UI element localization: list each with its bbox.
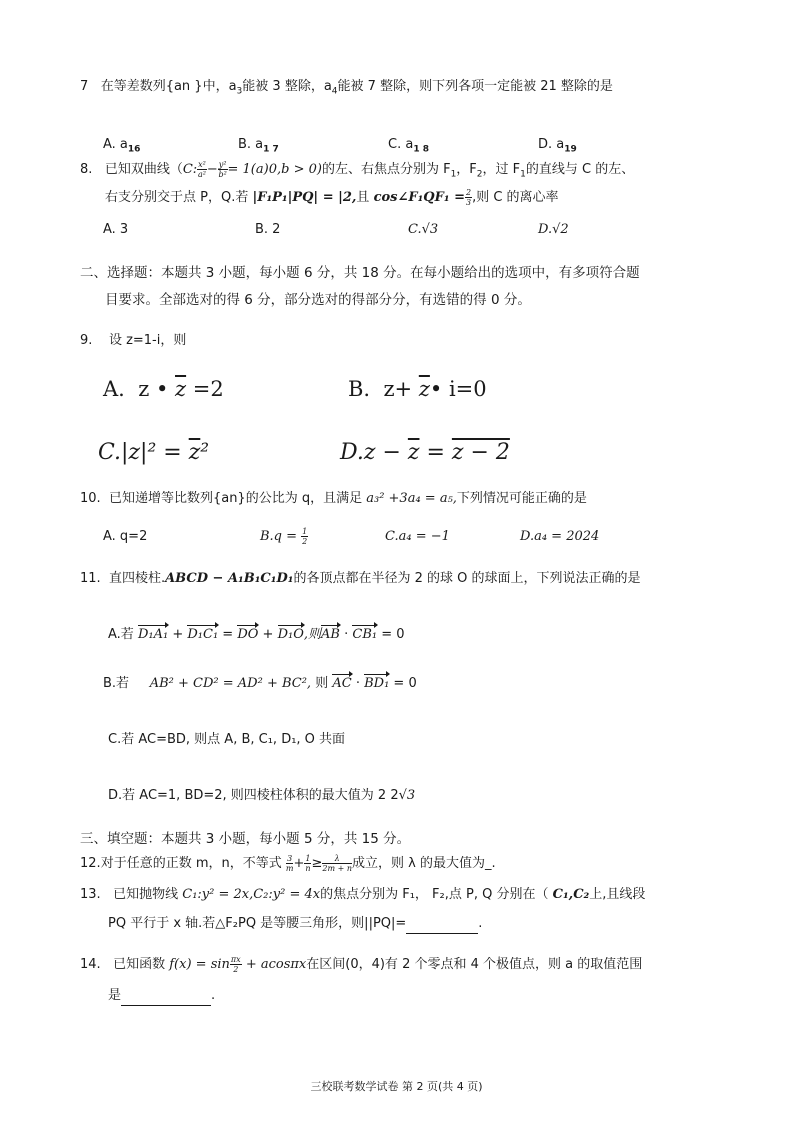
q10-option-b[interactable]: B.q = $\frac{1}{2}$	[260, 527, 308, 546]
question-number: 11.	[80, 571, 101, 586]
recurrence-formula: a₃² +3a₄ = a₅,	[366, 491, 457, 506]
q10-option-d[interactable]: D.a₄ = 2024	[520, 529, 600, 544]
answer-blank[interactable]	[121, 991, 211, 1006]
question-8: 8. 已知双曲线（C: $\frac{\text{x²}}{\text{a²}}$ − $\frac{\text{y²}}{\text{b²}}$ = 1(a)0,b > 0)的左、右焦点分别为 $F_1$，$F_2$，过 $F_1$的直线与 C 的左、	[80, 160, 635, 180]
fraction: $\frac{\lambda}{2m + n}$	[322, 854, 352, 873]
fraction: $\frac{1}{2}$	[302, 527, 308, 546]
question-text: 在等差数列{an }中，a	[100, 79, 237, 94]
q9-option-a[interactable]: A. z • $\overline{z} =2$	[103, 377, 224, 401]
section-2-heading: 二、选择题：本题共 3 小题，每小题 6 分，共 18 分。在每小题给出的选项中，有多项符合题	[80, 265, 640, 281]
question-number: 14.	[80, 957, 101, 972]
q8-option-a[interactable]: A. 3	[103, 222, 129, 237]
q11-option-c[interactable]: C.若 AC=BD, 则点 A, B, C₁, D₁, O 共面	[108, 732, 346, 747]
question-10: 10. 已知递增等比数列{an}的公比为 q，且满足 a₃² +3a₄ = a₅,下列情况可能正确的是	[80, 491, 587, 506]
q10-option-c[interactable]: C.a₄ = −1	[385, 529, 450, 544]
page-footer: 三校联考数学试卷 第 2 页(共 4 页)	[310, 1080, 483, 1093]
q13-line-2: PQ 平行于 x 轴.若△F₂PQ 是等腰三角形，则||PQ|= .	[108, 914, 482, 934]
q8-line-2: 右支分别交于点 P，Q.若 |F₁P₁|PQ| = |2,且 cos∠F₁QF₁ = $\frac{2}{3}$ ,则 C 的离心率	[105, 188, 559, 207]
q9-option-c[interactable]: $C.|z|^2 = \overline{z}^2$	[98, 440, 210, 465]
q8-option-d[interactable]: D.√2	[538, 222, 569, 237]
q9-option-d[interactable]: $D.z - \overline{z} = z - 2$	[340, 440, 510, 465]
question-12: 12.对于任意的正数 m，n，不等式 $\frac{3}{m}$ + $\frac{1}{n}$ ≥ $\frac{\lambda}{2m + n}$ 成立，则 λ 的最大值为_.	[80, 854, 496, 873]
q8-option-c[interactable]: C.√3	[408, 222, 439, 237]
question-number: 12.	[80, 856, 101, 871]
q11-option-a[interactable]: A.若 D₁A₁ + D₁C₁ = DO + D₁O,则AB · CB₁ = 0	[108, 625, 405, 645]
q8-option-b[interactable]: B. 2	[255, 222, 281, 237]
question-11: 11. 直四棱柱.ABCD − A₁B₁C₁D₁的各顶点都在半径为 2 的球 O 的球面上，下列说法正确的是	[80, 571, 641, 586]
answer-blank[interactable]	[406, 919, 478, 934]
fraction: $\frac{3}{m}$	[285, 854, 294, 873]
question-number: 7	[80, 79, 89, 94]
section-2-instructions: 目要求。全部选对的得 6 分，部分选对的得部分分，有选错的得 0 分。	[105, 292, 531, 308]
q7-option-c[interactable]: C. $a_{1 8}$	[388, 137, 429, 155]
hyperbola-formula: C: $\frac{\text{x²}}{\text{a²}}$ − $\frac{\text{y²}}{\text{b²}}$ = 1(a)0,b > 0)	[182, 160, 322, 179]
q7-option-d[interactable]: D. $a_{19}$	[538, 137, 577, 155]
question-14: 14. 已知函数 f(x) = sin $\frac{\pi x}{2}$ + acosπx在区间(0，4)有 2 个零点和 4 个极值点，则 a 的取值范围	[80, 955, 643, 974]
question-number: 10.	[80, 491, 101, 506]
question-text: 设 z=1-i，则	[108, 333, 187, 348]
question-13: 13. 已知抛物线 C₁:y² = 2x,C₂:y² = 4x的焦点分别为 F₁， F₂,点 P, Q 分别在（ C₁,C₂上,且线段	[80, 887, 646, 902]
question-number: 8.	[80, 162, 93, 177]
q14-line-2: 是 .	[108, 986, 215, 1006]
q7-option-b[interactable]: B. $a_{1 7}$	[238, 137, 279, 155]
section-3-heading: 三、填空题：本题共 3 小题，每小题 5 分，共 15 分。	[80, 831, 411, 847]
fraction: $\frac{2}{3}$	[465, 188, 472, 207]
question-7: 7 在等差数列{an }中，$a_3$能被 3 整除，$a_4$能被 7 整除，则下列各项一定能被 21 整除的是	[80, 79, 613, 97]
fraction: $\frac{\pi x}{2}$	[230, 955, 241, 974]
q9-option-b[interactable]: B. $z+ \overline{z}•$ i=0	[348, 377, 487, 401]
q7-option-a[interactable]: A. $a_{16}$	[103, 137, 141, 155]
fraction: $\frac{1}{n}$	[305, 854, 311, 873]
q11-option-d[interactable]: D.若 AC=1, BD=2, 则四棱柱体积的最大值为 2 2√3	[108, 788, 416, 803]
q11-option-b[interactable]: B.若 AB² + CD² = AD² + BC², 则 AC · BD₁ = 0	[103, 674, 417, 694]
question-number: 9.	[80, 333, 93, 348]
question-9	[80, 331, 186, 351]
q10-option-a[interactable]: A. q=2	[103, 529, 148, 544]
question-number: 13.	[80, 887, 101, 902]
